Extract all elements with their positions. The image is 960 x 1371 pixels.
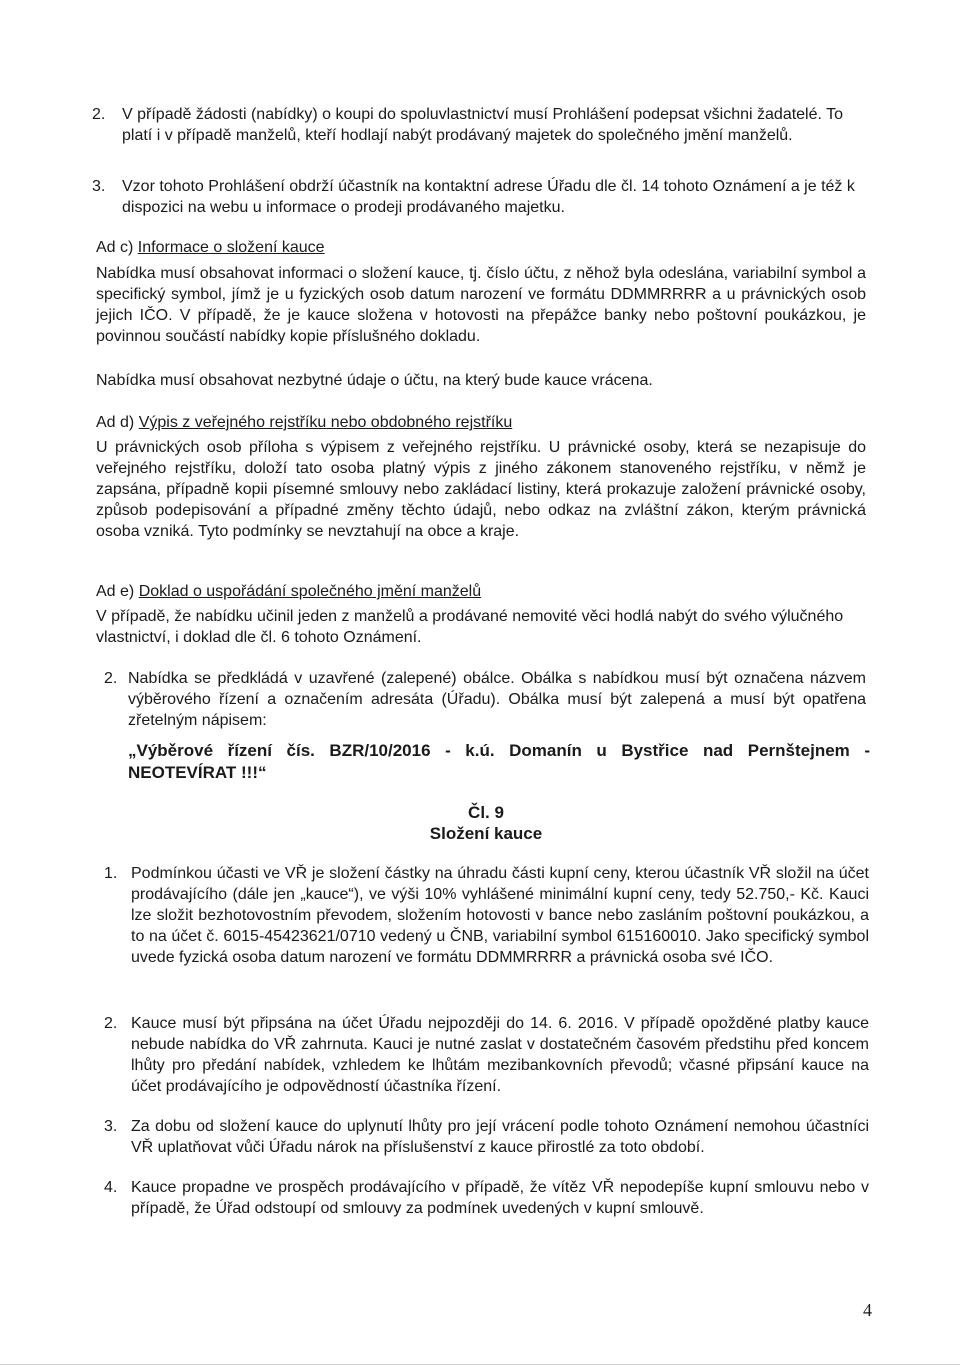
section-c-paragraph: Nabídka musí obsahovat informaci o složení kauce, tj. číslo účtu, z něhož byla odeslána, variabilní symbol a specifický symbol, jímž je u fyzických osob datum narození ve formátu DDMMRRRR a u právnických osob jejich IČO. V případě, že je kauce složena v hotovosti na přepážce banky nebo poštovní poukázkou, je povinnou součástí nabídky kopie příslušného dokladu. [96, 265, 866, 345]
list-number: 3. [92, 178, 106, 195]
article-item-3: Za dobu od složení kauce do uplynutí lhůty pro její vrácení podle tohoto Oznámení nemohou účastníci VŘ uplatňovat vůči Úřadu nárok na příslušenství z kauce přirostlé za toto období. [131, 1118, 869, 1156]
article-item-4: Kauce propadne ve prospěch prodávajícího v případě, že vítěz VŘ nepodepíše kupní smlouvu nebo v případě, že Úřad odstoupí od smlouvy za podmínek uvedených v kupní smlouvě. [131, 1179, 869, 1217]
article-number: Čl. 9 [468, 803, 504, 822]
paragraph-item-2: V případě žádosti (nabídky) o koupi do spoluvlastnictví musí Prohlášení podepsat všichni žadatelé. To platí i v případě manželů, kteří hodlají nabýt prodávaný majetek do společného jmění manželů. [122, 106, 844, 144]
footer-divider [0, 1364, 960, 1365]
paragraph-item-3: Vzor tohoto Prohlášení obdrží účastník na kontaktní adrese Úřadu dle čl. 14 tohoto Oznámení a je též k dispozici na webu u informace o prodeji prodávaného majetku. [122, 178, 855, 216]
section-c-prefix: Ad c) [96, 239, 138, 256]
section-c-title: Informace o složení kauce [137, 239, 325, 256]
list-number: 1. [104, 865, 118, 882]
article-item-2: Kauce musí být připsána na účet Úřadu nejpozději do 14. 6. 2016. V případě opožděné platby kauce nebude nabídka do VŘ zahrnuta. Kauci je nutné zaslat v dostatečném časovém předstihu před koncem lhůty pro předání nabídek, vzhledem ke lhůtám mezibankovních převodů; včasné připsání kauce na účet prodávajícího je odpovědností účastníka řízení. [131, 1015, 869, 1095]
article-item-1: Podmínkou účasti ve VŘ je složení částky na úhradu části kupní ceny, kterou účastník VŘ složil na účet prodávajícího (dále jen „kauce“), ve výši 10% vyhlášené minimální kupní ceny, tedy 52.750,- Kč. Kauci lze složit bezhotovostním převodem, složením hotovosti v bance nebo zasláním poštovní poukázkou, a to na účet č. 6015-45423621/0710 vedený u ČNB, variabilní symbol 615160010. Jako specifický symbol uvede fyzická osoba datum narození ve formátu DDMMRRRR a právnická osoba své IČO. [131, 865, 869, 966]
section-d-prefix: Ad d) [96, 414, 139, 431]
section-e-title: Doklad o uspořádání společného jmění manželů [138, 583, 482, 600]
list-number: 2. [92, 106, 106, 123]
page-number: 4 [863, 1300, 872, 1320]
section-e-heading [96, 581, 866, 602]
list-number: 4. [104, 1179, 118, 1196]
list-number: 2. [104, 670, 118, 687]
section-d-paragraph: U právnických osob příloha s výpisem z veřejného rejstříku. U právnické osoby, která se nezapisuje do veřejného rejstříku, doloží tato osoba platný výpis z jiného zákonem stanoveného rejstříku, v němž je zapsána, případně kopii písemné smlouvy nebo zakládací listiny, která prokazuje založení právnické osoby, způsob podepisování a případné změny těchto údajů, nebo odkaz na zvláštní zákon, kterým právnická osoba vzniká. Tyto podmínky se nevztahují na obce a kraje. [96, 439, 866, 540]
paragraph-envelope: Nabídka se předkládá v uzavřené (zalepené) obálce. Obálka s nabídkou musí být označena názvem výběrového řízení a označením adresáta (Úřadu). Obálka musí být zalepená a musí být opatřena zřetelným nápisem: [128, 670, 866, 729]
section-c-heading [96, 237, 866, 258]
section-d-heading [96, 412, 866, 433]
article-title: Složení kauce [429, 824, 543, 843]
section-e-prefix: Ad e) [96, 583, 139, 600]
section-d-title: Výpis z veřejného rejstříku nebo obdobného rejstříku [138, 414, 513, 431]
envelope-inscription: „Výběrové řízení čís. BZR/10/2016 - k.ú. Domanín u Bystřice nad Pernštejnem - NEOTEVÍRAT !!!“ [128, 741, 870, 782]
list-number: 2. [104, 1015, 118, 1032]
list-number: 3. [104, 1118, 118, 1135]
section-e-paragraph: V případě, že nabídku učinil jeden z manželů a prodávané nemovité věci hodlá nabýt do svého výlučného vlastnictví, i doklad dle čl. 6 tohoto Oznámení. [96, 608, 844, 646]
section-c-paragraph-2: Nabídka musí obsahovat nezbytné údaje o účtu, na který bude kauce vrácena. [96, 372, 653, 389]
